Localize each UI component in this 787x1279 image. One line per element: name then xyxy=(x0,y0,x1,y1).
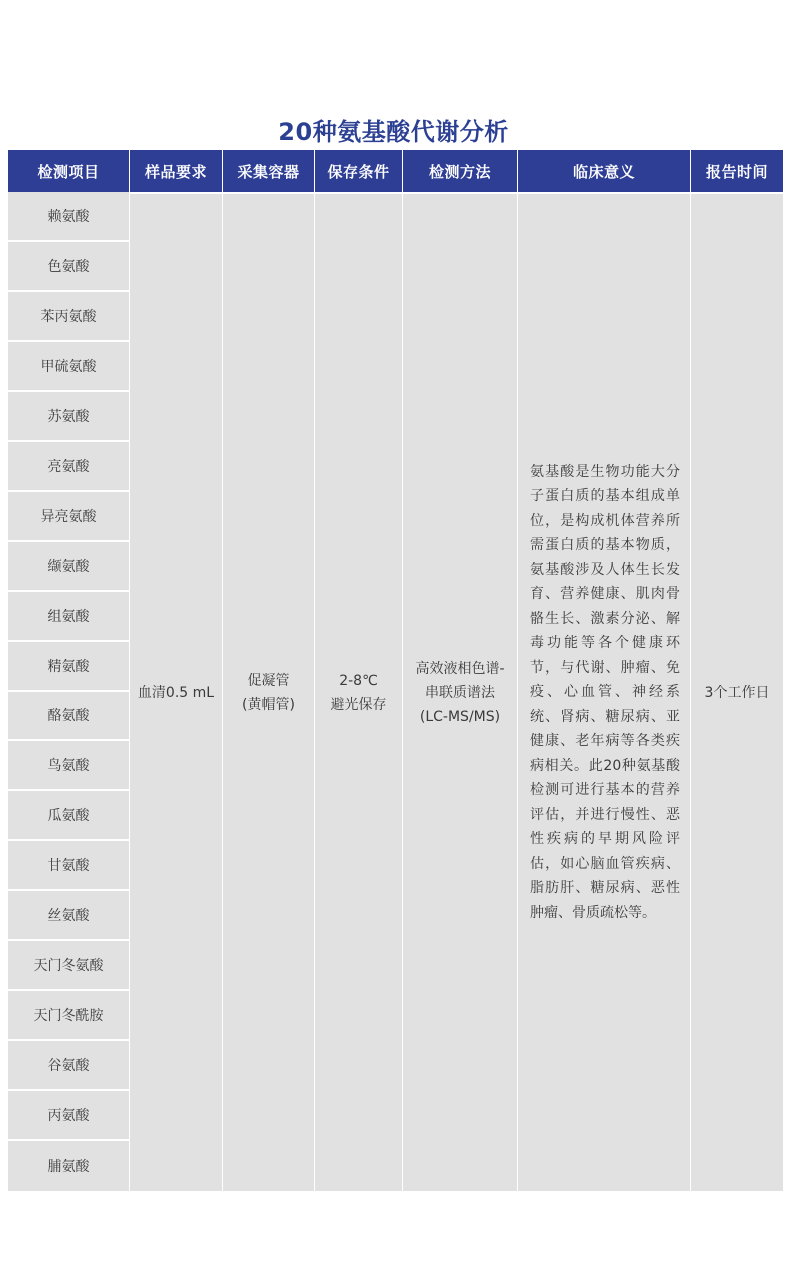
header-container: 采集容器 xyxy=(223,150,314,192)
item-cell: 瓜氨酸 xyxy=(8,791,129,841)
item-cell: 苏氨酸 xyxy=(8,392,129,442)
storage-cell xyxy=(315,194,402,1191)
header-clinical-significance: 临床意义 xyxy=(518,150,690,192)
item-cell: 天门冬氨酸 xyxy=(8,941,129,991)
sample-text: 血清0.5 mL xyxy=(137,684,215,701)
method-cell xyxy=(403,194,517,1191)
header-report-time: 报告时间 xyxy=(691,150,783,192)
clinical-text: 氨基酸是生物功能大分子蛋白质的基本组成单位，是构成机体营养所需蛋白质的基本物质，氨基酸涉及人体生长发育、营养健康、肌肉骨骼生长、激素分泌、解毒功能等各个健康环节，与代谢、肿瘤、免疫、心血管、神经系统、肾病、糖尿病、亚健康、老年病等各类疾病相关。此20种氨基酸检测可进行基本的营养评估，并进行慢性、恶性疾病的早期风险评估，如心脑血管疾病、脂肪肝、糖尿病、恶性肿瘤、骨质疏松等。 xyxy=(530,463,680,921)
storage-text: 2-8℃ 避光保存 xyxy=(330,672,387,713)
header-method: 检测方法 xyxy=(403,150,517,192)
container-text: 促凝管 (黄帽管) xyxy=(242,672,295,713)
item-cell: 色氨酸 xyxy=(8,242,129,292)
item-cell: 谷氨酸 xyxy=(8,1041,129,1091)
item-cell: 精氨酸 xyxy=(8,642,129,692)
header-test-item: 检测项目 xyxy=(8,150,129,192)
item-cell: 组氨酸 xyxy=(8,592,129,642)
clinical-cell xyxy=(518,194,690,1191)
item-cell: 异亮氨酸 xyxy=(8,492,129,542)
page-title: 20种氨基酸代谢分析 xyxy=(278,118,509,146)
item-cell: 亮氨酸 xyxy=(8,442,129,492)
item-cell: 鸟氨酸 xyxy=(8,741,129,791)
amino-acid-table xyxy=(8,150,780,1191)
header-sample-requirement: 样品要求 xyxy=(130,150,222,192)
item-cell: 天门冬酰胺 xyxy=(8,991,129,1041)
item-cell: 脯氨酸 xyxy=(8,1141,129,1191)
item-cell: 丙氨酸 xyxy=(8,1091,129,1141)
item-cell: 缬氨酸 xyxy=(8,542,129,592)
item-cell: 甘氨酸 xyxy=(8,841,129,891)
report-time-text: 3个工作日 xyxy=(704,684,770,701)
item-cell: 苯丙氨酸 xyxy=(8,292,129,342)
header-storage: 保存条件 xyxy=(315,150,402,192)
sample-cell xyxy=(130,194,222,1191)
item-cell: 丝氨酸 xyxy=(8,891,129,941)
method-text: 高效液相色谱- 串联质谱法 (LC-MS/MS) xyxy=(415,660,505,725)
container-cell xyxy=(223,194,314,1191)
item-cell: 酪氨酸 xyxy=(8,692,129,742)
item-cell: 甲硫氨酸 xyxy=(8,342,129,392)
item-cell: 赖氨酸 xyxy=(8,192,129,242)
report-time-cell xyxy=(691,194,783,1191)
